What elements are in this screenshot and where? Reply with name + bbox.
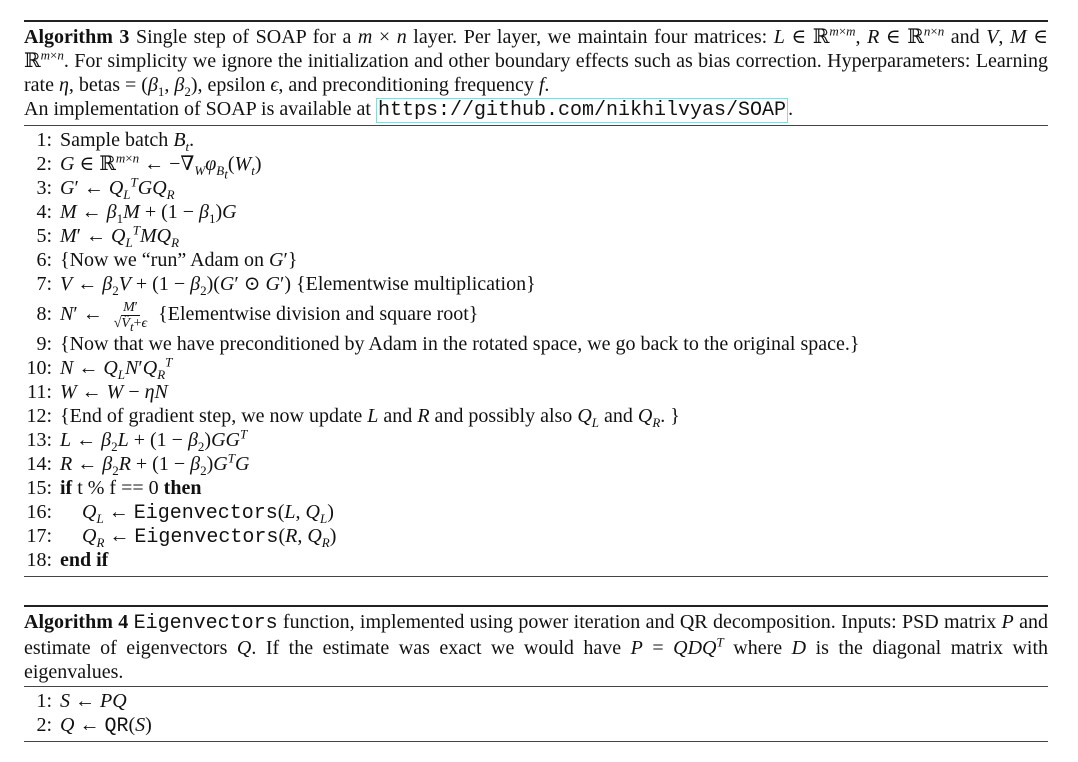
algorithm-3-lines [24,126,1048,576]
algo-line: 7: V ← $\beta_2V + (1 - \beta_2)(G'$ ⊙ G′) {Elementwise multiplication} [36,273,536,298]
algo-line: 16: $Q_L$ ← Eigenvectors(L, $Q_L$) [26,501,334,526]
impl-prefix: An implementation of SOAP is available at [24,98,371,120]
algo-line: 12: {End of gradient step, we now update L and R and possibly also $Q_L$ and $Q_R$. } [26,405,680,430]
algo-line: 1: Sample batch $B_t$. [36,129,195,154]
algo-line: 5: M′ ← $Q_L^TMQ_R$ [36,222,180,250]
algo-line: 9: {Now that we have preconditioned by Adam in the rotated space, we go back to the original space.} [36,333,860,355]
soap-github-link[interactable]: https://github.com/nikhilvyas/SOAP [377,99,787,122]
algo-line: 4: M ← $\beta_1M + (1 - \beta_1)G$ [36,201,237,226]
algorithm-3-title: Algorithm 3 [24,26,130,48]
algo-line: 17: $Q_R$ ← Eigenvectors(R, $Q_R$) [26,525,337,550]
algorithm-4-block [24,605,1048,742]
algo-line: 8: N′ ← $\frac{M'}{√V̂_t+\epsilon}$ {Elementwise division and square root} [36,299,479,334]
algorithm-4-lines [24,687,1048,741]
algo-line: 13: L ← $\beta_2L + (1 - \beta_2)GG^T$ [26,426,248,454]
algo-line: 11: W ← W − ηN [27,381,168,403]
bottom-rule [24,576,1048,577]
algorithm-3-block [24,20,1048,577]
algo-line: 3: G′ ← $Q_L^TGQ_R$ [36,174,175,202]
algo-line: 15: if t % f == 0 then [26,477,202,499]
function-name: Eigenvectors [133,612,278,635]
algo-line: 14: R ← $\beta_2R + (1 - \beta_2)G^TG$ [26,450,250,478]
algorithm-3-caption: Algorithm 3 Single step of SOAP for a m × n layer. Per layer, we maintain four matrices: L ∈ ℝ$^{m\times m}$, R ∈ ℝ$^{n\times n}$ and V, M ∈ ℝ$^{m\times n}$. For simplicity we ignore the initialization and other boundary effects such as bias correction. Hyperparameters: Learning rate η, betas = ($\beta_1$, $\beta_2$), epsilon ϵ, and preconditioning frequency f. An implementation of SOAP is available at https://github.com/nikhilvyas/SOAP . [24,23,1048,122]
algo-line: 10: N ← $Q_LN'Q_R^T$ [26,354,173,382]
algo-line: 6: {Now we “run” Adam on G′} [36,249,298,271]
bottom-rule [24,741,1048,742]
algo-line: 2: Q ← QR(S) [36,714,152,738]
algorithm-4-title: Algorithm 4 [24,611,129,633]
algorithm-4-caption: Algorithm 4 Eigenvectors function, implemented using power iteration and QR decomposition. Inputs: PSD matrix P and estimate of eigenvectors Q. If the estimate was exact we would have $P = QDQ^T$ where D is the diagonal matrix with eigenvalues. [24,611,1049,683]
algo-line: 2: G ∈ ℝ$^{m\times n}$ ← $-\nabla_W\varphi_{B_t}(W_t)$ [36,150,262,182]
algo-line: 18: end if [26,549,109,571]
algo-line: 1: S ← PQ [36,690,127,712]
